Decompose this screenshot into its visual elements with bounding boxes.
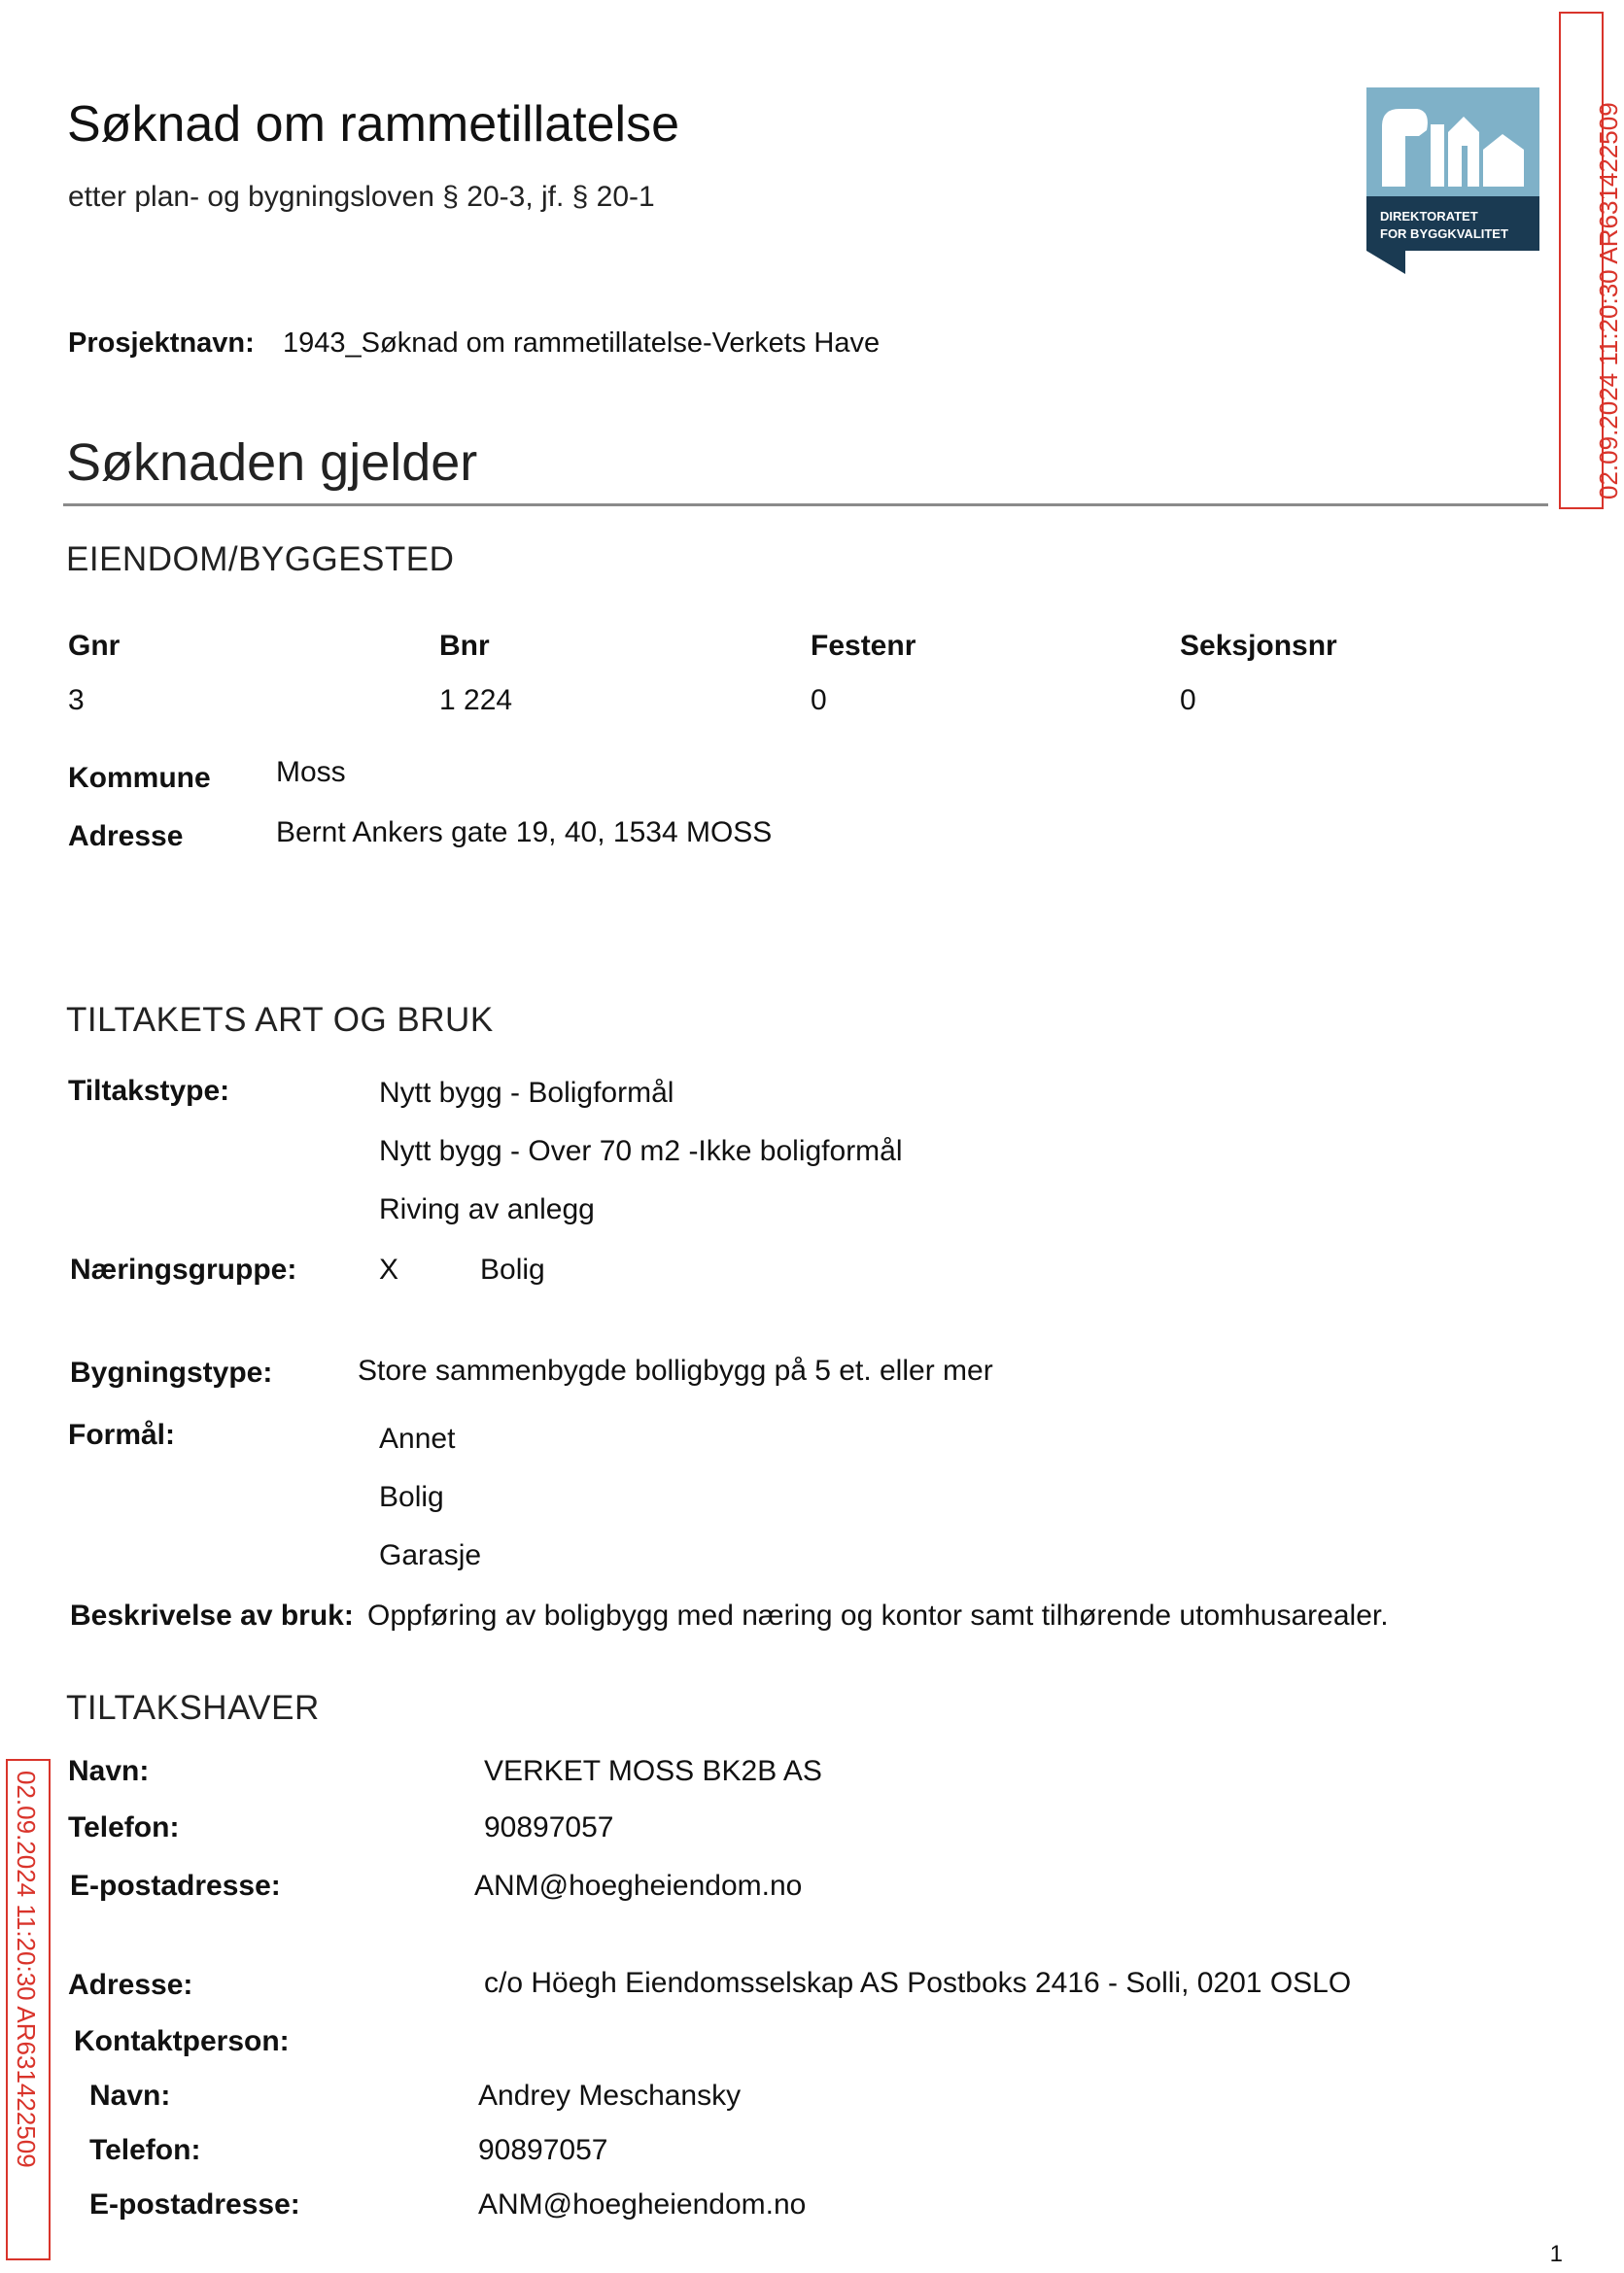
contact-epost-label: E-postadresse: — [89, 2188, 300, 2221]
owner-navn-label: Navn: — [68, 1755, 150, 1787]
logo-line-2: FOR BYGGKVALITET — [1380, 226, 1508, 241]
gnr-label: Gnr — [68, 630, 121, 662]
kommune-label: Kommune — [68, 762, 211, 794]
formal-value-2: Bolig — [379, 1481, 444, 1513]
owner-adresse-value: c/o Höegh Eiendomsselskap AS Postboks 2416 - Solli, 0201 OSLO — [484, 1967, 1352, 1999]
measure-heading: TILTAKETS ART OG BRUK — [66, 1001, 494, 1039]
receipt-stamp-left — [6, 1759, 51, 2260]
formal-label: Formål: — [68, 1419, 176, 1451]
formal-value-3: Garasje — [379, 1539, 482, 1571]
owner-telefon-value: 90897057 — [484, 1811, 614, 1843]
festenr-value: 0 — [811, 684, 827, 716]
owner-telefon-label: Telefon: — [68, 1811, 180, 1843]
contact-label: Kontaktperson: — [74, 2025, 290, 2057]
logo-line-1: DIREKTORATET — [1380, 209, 1478, 224]
gnr-value: 3 — [68, 684, 85, 716]
owner-adresse-label: Adresse: — [68, 1969, 193, 2001]
document-title: Søknad om rammetillatelse — [67, 96, 679, 153]
receipt-stamp-right-text: 02.09.2024 11:20:30 AR631422509 — [1594, 102, 1623, 499]
contact-navn-value: Andrey Meschansky — [478, 2080, 742, 2112]
bygningstype-value: Store sammenbygde bolligbygg på 5 et. eller mer — [358, 1355, 993, 1387]
receipt-stamp-right — [1559, 12, 1623, 509]
document-subtitle: etter plan- og bygningsloven § 20-3, jf. § 20-1 — [68, 181, 655, 213]
project-value: 1943_Søknad om rammetillatelse-Verkets Have — [283, 327, 881, 359]
tiltakstype-label: Tiltakstype: — [68, 1075, 230, 1107]
kommune-value: Moss — [276, 756, 346, 788]
owner-epost-label: E-postadresse: — [70, 1870, 281, 1902]
tiltakstype-value-2: Nytt bygg - Over 70 m2 -Ikke boligformål — [379, 1135, 903, 1167]
project-label: Prosjektnavn: — [68, 327, 255, 359]
contact-navn-label: Navn: — [89, 2080, 171, 2112]
festenr-label: Festenr — [811, 630, 916, 662]
contact-telefon-label: Telefon: — [89, 2134, 201, 2166]
naeringsgruppe-value: Bolig — [480, 1254, 545, 1286]
page-number: 1 — [1549, 2241, 1563, 2267]
contact-telefon-value: 90897057 — [478, 2134, 608, 2166]
bygningstype-label: Bygningstype: — [70, 1357, 273, 1389]
dibk-logo-graphic — [1366, 87, 1539, 274]
dibk-logo — [1366, 87, 1539, 274]
contact-epost-value: ANM@hoegheiendom.no — [478, 2188, 807, 2221]
owner-epost-value: ANM@hoegheiendom.no — [474, 1870, 803, 1902]
owner-navn-value: VERKET MOSS BK2B AS — [484, 1755, 822, 1787]
property-heading: EIENDOM/BYGGESTED — [66, 540, 455, 578]
receipt-stamp-left-text: 02.09.2024 11:20:30 AR631422509 — [12, 1771, 41, 2168]
bnr-label: Bnr — [439, 630, 490, 662]
formal-value-1: Annet — [379, 1423, 456, 1455]
beskrivelse-value: Oppføring av boligbygg med næring og kontor samt tilhørende utomhusarealer. — [367, 1600, 1389, 1632]
bnr-value: 1 224 — [439, 684, 513, 716]
naeringsgruppe-label: Næringsgruppe: — [70, 1254, 297, 1286]
applies-heading: Søknaden gjelder — [66, 433, 478, 492]
seksjonsnr-value: 0 — [1180, 684, 1196, 716]
adresse-label: Adresse — [68, 820, 184, 852]
tiltakstype-value-1: Nytt bygg - Boligformål — [379, 1077, 674, 1109]
adresse-value: Bernt Ankers gate 19, 40, 1534 MOSS — [276, 816, 773, 848]
owner-heading: TILTAKSHAVER — [66, 1689, 320, 1727]
seksjonsnr-label: Seksjonsnr — [1180, 630, 1337, 662]
beskrivelse-label: Beskrivelse av bruk: — [70, 1600, 354, 1632]
tiltakstype-value-3: Riving av anlegg — [379, 1193, 595, 1225]
section-divider — [63, 503, 1548, 506]
naeringsgruppe-code: X — [379, 1254, 399, 1286]
